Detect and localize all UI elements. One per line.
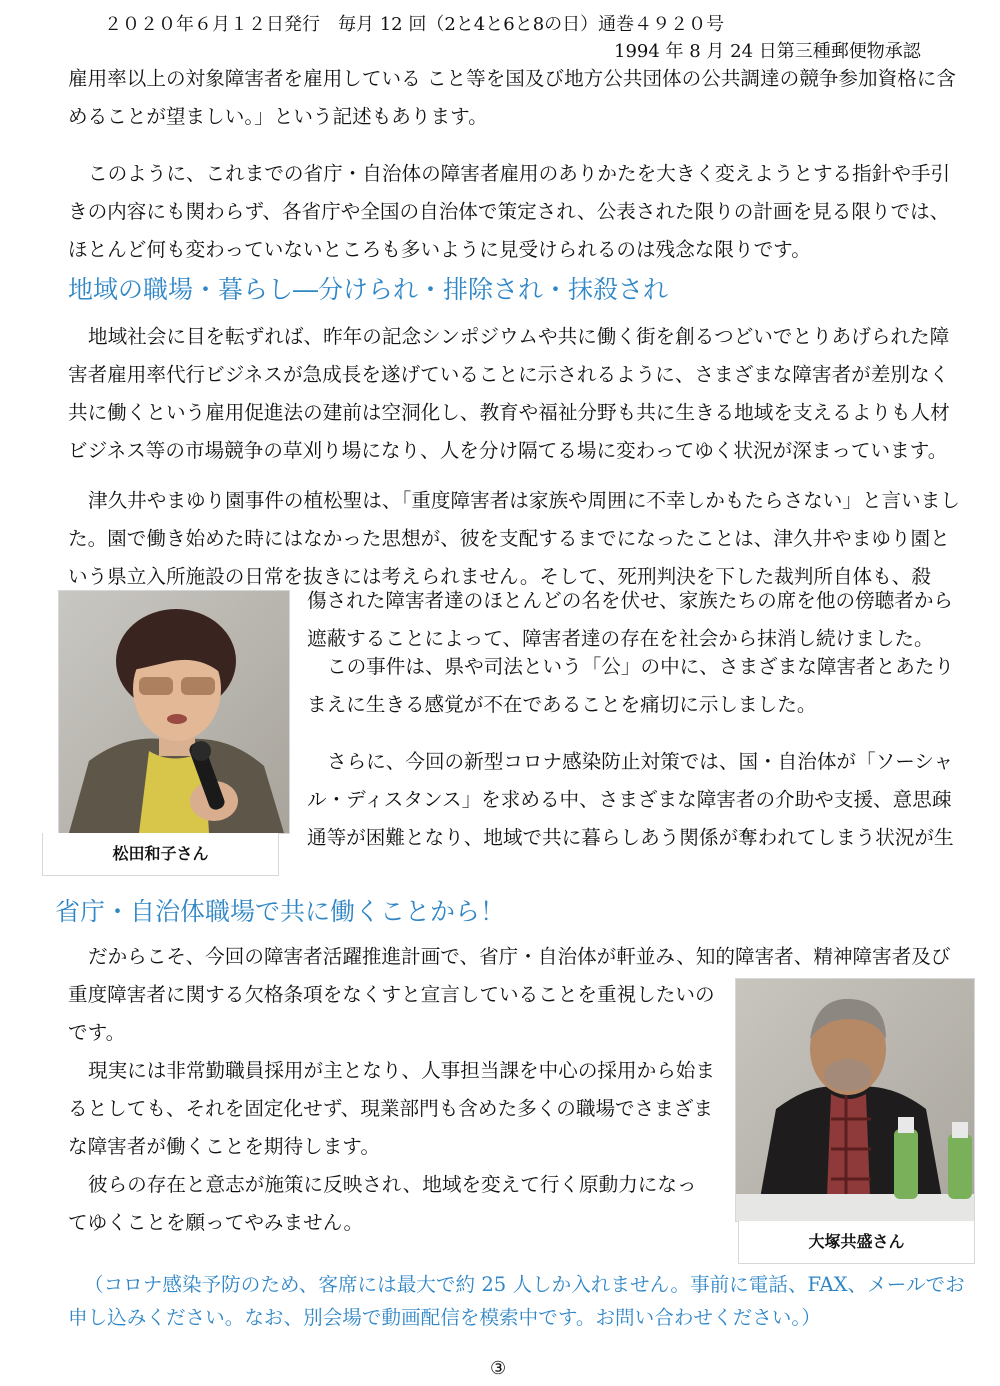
photo-caption-otsuka: 大塚共盛さん (738, 1221, 975, 1264)
section2-paragraph-3: 彼らの存在と意志が施策に反映され、地域を変えて行く原動力になってゆくことを願ってやみません。 (68, 1173, 697, 1234)
portrait-man-seated (736, 979, 974, 1221)
section2-paragraph-1-continued: 重度障害者に関する欠格条項をなくすと宣言していることを重視したいのです。 (68, 983, 715, 1044)
section2-paragraph-2: 現実には非常勤職員採用が主となり、人事担当課を中心の採用から始まるとしても、それを固定化せず、現業部門も含めた多くの職場でさまざまな障害者が働くことを期待します。 (68, 1059, 715, 1158)
portrait-woman-microphone (59, 591, 289, 833)
section-heading-local-workplace: 地域の職場・暮らし―分けられ・排除され・抹殺され (68, 275, 669, 304)
section1-paragraph-1: 地域社会に目を転ずれば、昨年の記念シンポジウムや共に働く街を創るつどいでとりあげられた障害者雇用率代行ビジネスが急成長を遂げていることに示されるように、さまざまな障害者が差別なく共に働くという雇用促進法の建前は空洞化し、教育や福祉分野も共に生きる地域を支えるよりも人材ビジネス等の市場競争の草刈り場になり、人を分け隔てる場に変わってゆく状況が深まっています。 (68, 325, 950, 462)
section-heading-government-workplace: 省庁・自治体職場で共に働くことから！ (55, 897, 506, 926)
issue-line: ２０２０年６月１２日発行 毎月 12 回（2と4と6と8の日）通巻４９２０号 (104, 14, 725, 35)
photo-matsuda (58, 590, 290, 834)
intro-paragraph-1: 雇用率以上の対象障害者を雇用している こと等を国及び地方公共団体の公共調達の競争参加資格に含めることが望ましい。」という記述もあります。 (68, 67, 956, 128)
approval-line: 1994 年 8 月 24 日第三種郵便物承認 (614, 41, 921, 62)
page-number: ③ (490, 1358, 507, 1379)
section1-paragraph-3: この事件は、県や司法という「公」の中に、さまざまな障害者とあたりまえに生きる感覚が不在であることを痛切に示しました。 (307, 655, 954, 716)
section1-paragraph-2-continued: 傷された障害者達のほとんどの名を伏せ、家族たちの席を他の傍聴者から遮蔽することによって、障害者達の存在を社会から抹消し続けました。 (307, 589, 954, 650)
section1-paragraph-4: さらに、今回の新型コロナ感染防止対策では、国・自治体が「ソーシャル・ディスタンス」を求める中、さまざまな障害者の介助や支援、意思疎通等が困難となり、地域で共に暮らしあう関係が奪われてしまう状況が生 (307, 750, 954, 849)
section2-paragraph-1: だからこそ、今回の障害者活躍推進計画で、省庁・自治体が軒並み、知的障害者、精神障害者及び (88, 945, 951, 968)
photo-caption-matsuda: 松田和子さん (42, 833, 279, 876)
photo-otsuka (735, 978, 975, 1222)
notice-text: （コロナ感染予防のため、客席には最大で約 25 人しか入れません。事前に電話、FAX、メールでお申し込みください。なお、別会場で動画配信を模索中です。お問い合わせください。） (68, 1273, 965, 1329)
section1-paragraph-2: 津久井やまゆり園事件の植松聖は、「重度障害者は家族や周囲に不幸しかもたらさない」と言いました。園で働き始めた時にはなかった思想が、彼を支配するまでになったことは、津久井やまゆり園という県立入所施設の日常を抜きには考えられません。そして、死刑判決を下した裁判所自体も、殺 (68, 489, 960, 588)
intro-paragraph-2: このように、これまでの省庁・自治体の障害者雇用のありかたを大きく変えようとする指針や手引きの内容にも関わらず、各省庁や全国の自治体で策定され、公表された限りの計画を見る限りでは、ほとんど何も変わっていないところも多いように見受けられるのは残念な限りです。 (68, 162, 951, 261)
